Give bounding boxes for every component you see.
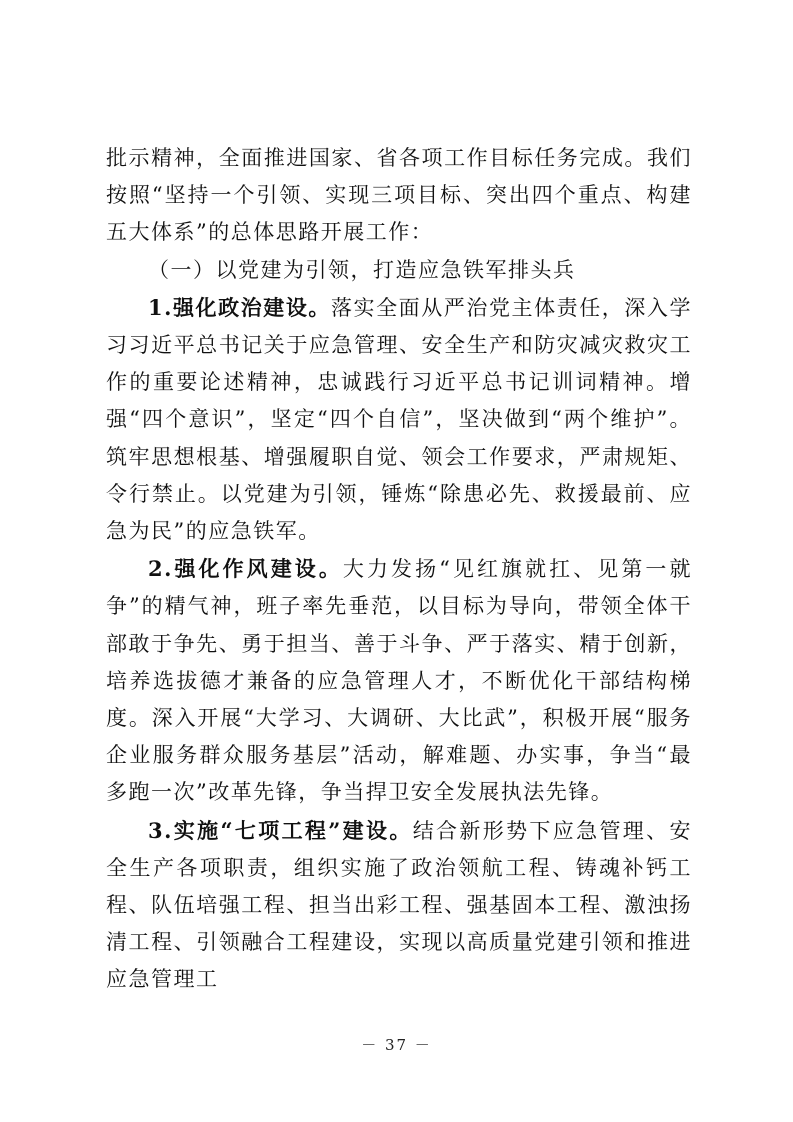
- paragraph-seven-projects: [106, 812, 692, 999]
- paragraph-political-building: [106, 289, 692, 550]
- paragraph-lead: 3.实施“七项工程”建设。: [148, 817, 413, 843]
- body-text: [106, 140, 692, 999]
- paragraph-continuation: 批示精神，全面推进国家、省各项工作目标任务完成。我们按照“坚持一个引领、实现三项目标、突出四个重点、构建五大体系”的总体思路开展工作：: [106, 146, 692, 245]
- paragraph-style-building: [106, 550, 692, 811]
- paragraph-text: 落实全面从严治党主体责任，深入学习习近平总书记关于应急管理、安全生产和防灾减灾救灾工作的重要论述精神，忠诚践行习近平总书记训词精神。增强“四个意识”，坚定“四个自信”，坚决做到“两个维护”。筑牢思想根基、增强履职自觉、领会工作要求，严肃规矩、令行禁止。以党建为引领，锤炼“除患必先、救援最前、应急为民”的应急铁军。: [106, 295, 692, 544]
- paragraph-text: 结合新形势下应急管理、安全生产各项职责，组织实施了政治领航工程、铸魂补钙工程、队伍培强工程、担当出彩工程、强基固本工程、激浊扬清工程、引领融合工程建设，实现以高质量党建引领和推进应急管理工: [106, 818, 692, 992]
- paragraph-text: 大力发扬“见红旗就扛、见第一就争”的精气神，班子率先垂范，以目标为导向，带领全体干部敢于争先、勇于担当、善于斗争、严于落实、精于创新，培养选拔德才兼备的应急管理人才，不断优化干部结构梯度。深入开展“大学习、大调研、大比武”，积极开展“服务企业服务群众服务基层”活动，解难题、办实事，争当“最多跑一次”改革先锋，争当捍卫安全发展执法先锋。: [106, 557, 692, 805]
- paragraph-lead: 1.强化政治建设。: [148, 294, 331, 320]
- paragraph-lead: 2.强化作风建设。: [148, 556, 343, 582]
- section-heading: （一）以党建为引领，打造应急铁军排头兵: [148, 257, 576, 282]
- page-number: － 37 －: [361, 1036, 432, 1054]
